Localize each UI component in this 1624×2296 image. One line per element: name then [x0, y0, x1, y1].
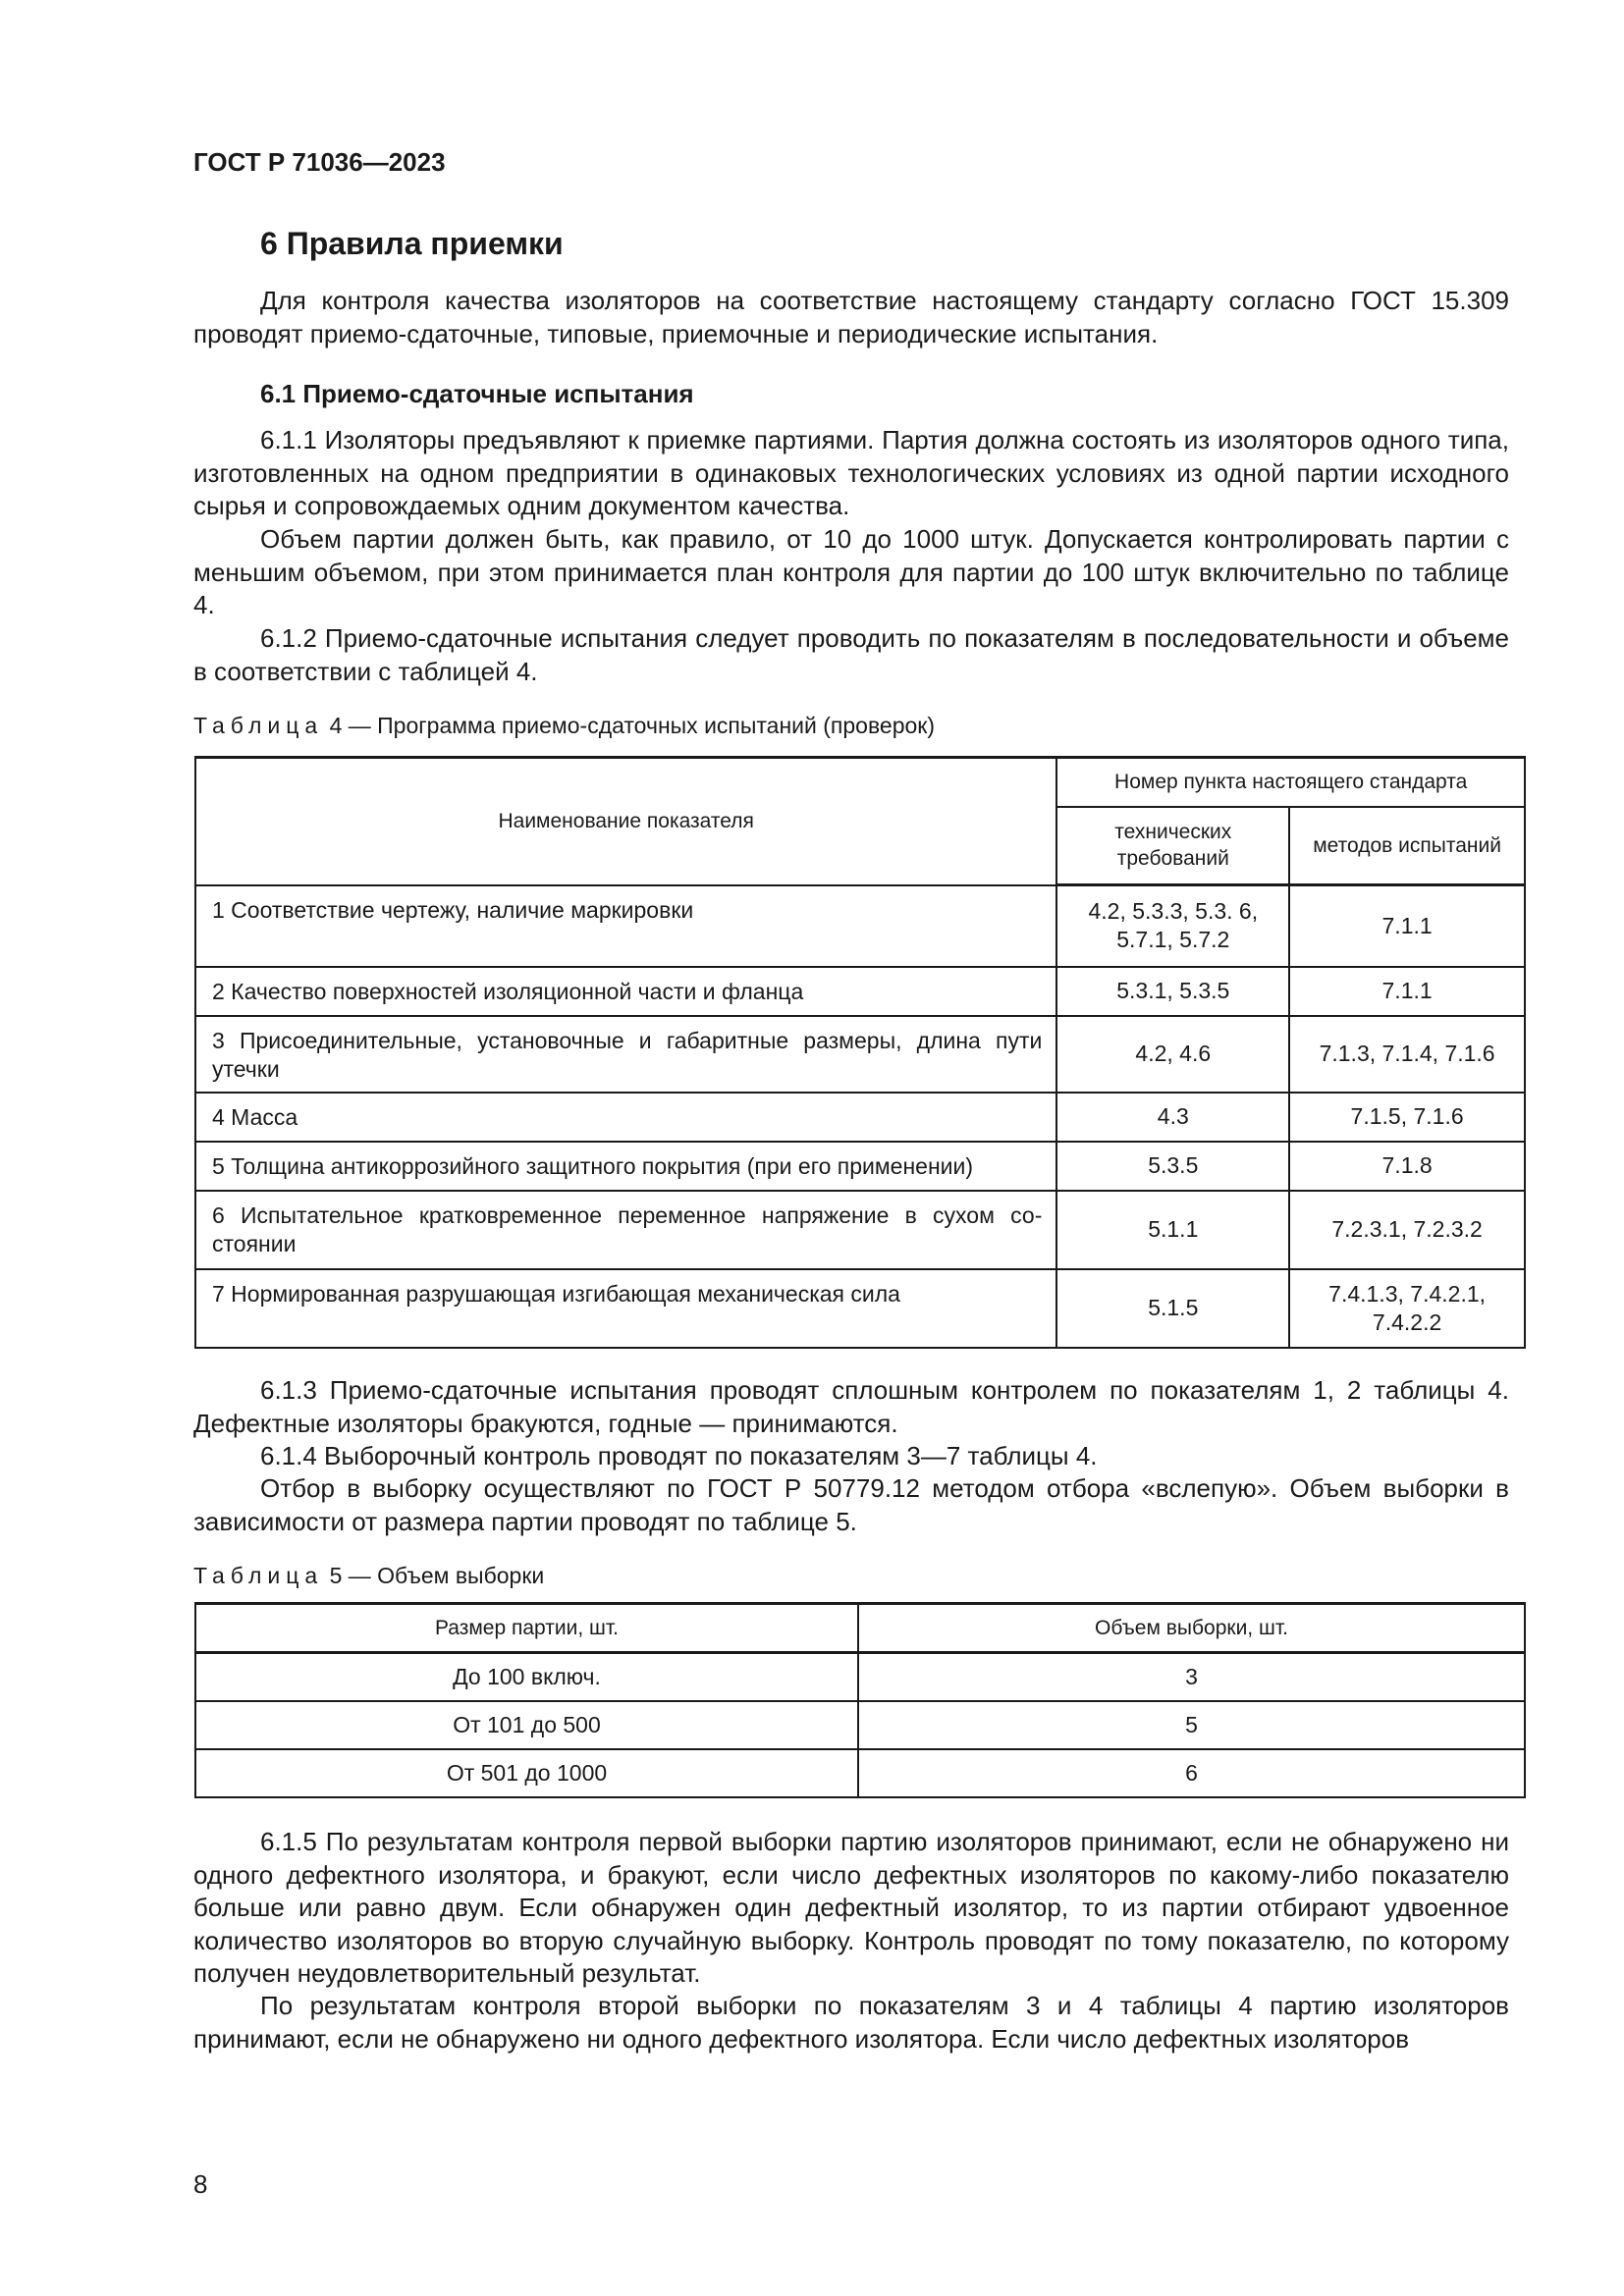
table4-caption-word: Таблица — [193, 713, 324, 738]
sample-size-table — [194, 1602, 1526, 1798]
table4-cell-tech: 4.2, 4.6 — [1056, 1016, 1289, 1093]
table4-cell-methods: 7.1.8 — [1289, 1142, 1525, 1191]
table4-header-tech: технических требований — [1056, 807, 1289, 885]
table4-cell-tech: 5.1.1 — [1056, 1191, 1289, 1269]
paragraph-second-sample: По результатам контроля второй выборки по показателям 3 и 4 таблицы 4 партию изоляторов принимают, если не обнаружено ни одного дефектного изолятора. Если число дефектных изоляторов — [193, 1991, 1509, 2054]
table-row — [195, 967, 1525, 1016]
table5-cell-size: От 101 до 500 — [195, 1701, 858, 1749]
table5-cell-sample: 3 — [858, 1653, 1525, 1701]
acceptance-tests-table — [194, 756, 1526, 1349]
table5-cell-size: До 100 включ. — [195, 1653, 858, 1701]
paragraph-6-1-4: 6.1.4 Выборочный контроль проводят по показателям 3—7 таблицы 4. — [260, 1441, 1098, 1470]
paragraph-6-1-5: 6.1.5 По результатам контроля первой выборки партию изоляторов принимают, если не обнаружено ни одного дефектного изолятора, и бракуют, если число дефектных изоляторов по какому-либо показателю больше или равно двум. Если обнаружен один дефектный изолятор, то из партии отбирают удвоенное количество изоляторов во вторую случайную выборку. Контроль проводят по тому показателю, по которому получен неудовлетворительный результат. — [193, 1827, 1509, 1988]
paragraph-6-1-1: 6.1.1 Изоляторы предъявляют к приемке партиями. Партия должна состоять из изоляторов одного типа, изготовленных на одном предприятии в одинаковых технологических условиях из одной партии исходного сырья и сопровождаемых одним документом качества. — [193, 425, 1509, 520]
table-row — [195, 1749, 1525, 1797]
paragraph-batch-size: Объем партии должен быть, как правило, от 10 до 1000 штук. Допускается контролировать партии с меньшим объемом, при этом принимается план контроля для партии до 100 штук включительно по таблице 4. — [193, 524, 1509, 619]
table5-caption — [193, 1563, 544, 1589]
table4-cell-name: 4 Масса — [195, 1093, 1056, 1142]
table4-cell-tech: 4.2, 5.3.3, 5.3. 6, 5.7.1, 5.7.2 — [1056, 885, 1289, 967]
table4-cell-tech: 4.3 — [1056, 1093, 1289, 1142]
table4-caption — [193, 713, 935, 739]
table4-cell-methods: 7.1.1 — [1289, 885, 1525, 967]
table4-caption-text: 4 — Программа приемо-сдаточных испытаний (проверок) — [323, 713, 936, 738]
table-row — [195, 1016, 1525, 1093]
table4-cell-name: 5 Толщина антикоррозийного защитного покрытия (при его применении) — [195, 1142, 1056, 1191]
document-header: ГОСТ Р 71036—2023 — [193, 147, 446, 177]
table4-header-name: Наименование показателя — [195, 758, 1056, 885]
table4-cell-methods: 7.1.5, 7.1.6 — [1289, 1093, 1525, 1142]
table4-cell-tech: 5.3.1, 5.3.5 — [1056, 967, 1289, 1016]
table-row — [195, 1653, 1525, 1701]
table4-cell-methods: 7.1.3, 7.1.4, 7.1.6 — [1289, 1016, 1525, 1093]
table-row — [195, 1191, 1525, 1269]
table5-cell-sample: 6 — [858, 1749, 1525, 1797]
paragraph-6-1-2: 6.1.2 Приемо-сдаточные испытания следует проводить по показателям в последовательности и объеме в соответствии с таблицей 4. — [193, 623, 1509, 686]
table4-cell-name: 6 Испытательное кратковременное переменное напряжение в сухом состоянии — [195, 1191, 1056, 1269]
page-number: 8 — [193, 2169, 208, 2199]
table-row — [195, 1701, 1525, 1749]
table4-cell-methods: 7.4.1.3, 7.4.2.1, 7.4.2.2 — [1289, 1269, 1525, 1348]
table4-cell-methods: 7.1.1 — [1289, 967, 1525, 1016]
table5-header-sample: Объем выборки, шт. — [858, 1604, 1525, 1653]
table-row — [195, 885, 1525, 967]
table-row — [195, 1269, 1525, 1348]
subsection-title: 6.1 Приемо-сдаточные испытания — [260, 379, 694, 408]
table4-cell-methods: 7.2.3.1, 7.2.3.2 — [1289, 1191, 1525, 1269]
table4-cell-name: 1 Соответствие чертежу, наличие маркировки — [195, 885, 1056, 967]
table4-cell-name: 3 Присоединительные, установочные и габаритные размеры, длина пути утечки — [195, 1016, 1056, 1093]
table-row — [195, 1093, 1525, 1142]
table-row — [195, 1142, 1525, 1191]
table5-header-size: Размер партии, шт. — [195, 1604, 858, 1653]
table5-caption-word: Таблица — [193, 1563, 324, 1588]
table4-cell-tech: 5.1.5 — [1056, 1269, 1289, 1348]
section-title: 6 Правила приемки — [260, 226, 564, 261]
table5-caption-text: 5 — Объем выборки — [323, 1563, 545, 1588]
table4-cell-name: 7 Нормированная разрушающая изгибающая механическая сила — [195, 1269, 1056, 1348]
paragraph-sampling: Отбор в выборку осуществляют по ГОСТ Р 50779.12 методом отбора «вслепую». Объем выборки в зависимости от размера партии проводят по таблице 5. — [193, 1473, 1509, 1536]
table4-header-group: Номер пункта настоящего стандарта — [1056, 758, 1525, 807]
paragraph-6-1-3: 6.1.3 Приемо-сдаточные испытания проводят сплошным контролем по показателям 1, 2 таблицы 4. Дефектные изоляторы бракуются, годные — принимаются. — [193, 1375, 1509, 1438]
table4-header-methods: методов испытаний — [1289, 807, 1525, 885]
table4-cell-name: 2 Качество поверхностей изоляционной части и фланца — [195, 967, 1056, 1016]
table5-cell-size: От 501 до 1000 — [195, 1749, 858, 1797]
intro-paragraph: Для контроля качества изоляторов на соответствие настоящему стандарту согласно ГОСТ 15.309 проводят приемо-сдаточные, типовые, приемочные и периодические испытания. — [193, 286, 1509, 348]
table4-cell-tech: 5.3.5 — [1056, 1142, 1289, 1191]
table5-cell-sample: 5 — [858, 1701, 1525, 1749]
